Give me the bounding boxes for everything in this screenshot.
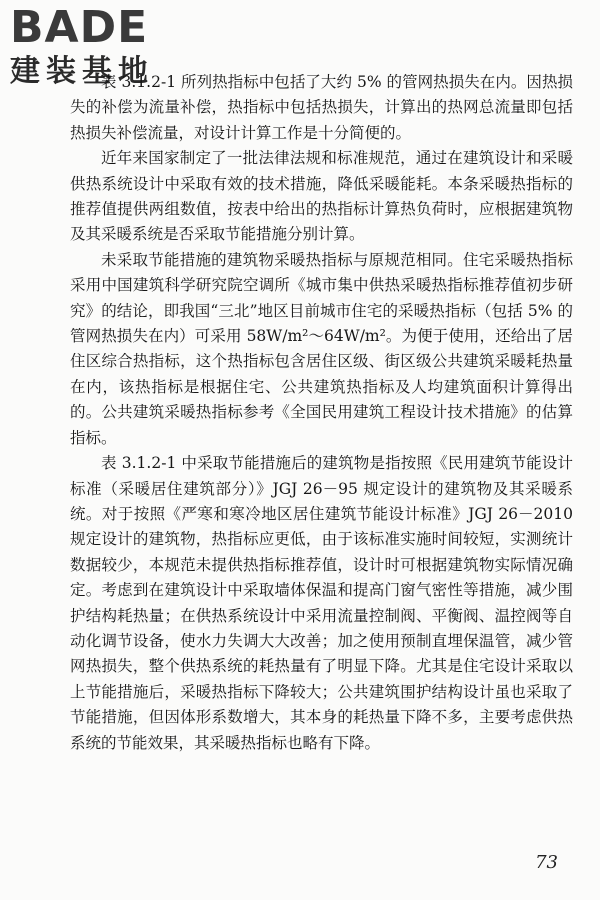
logo-wordmark: BADE bbox=[10, 2, 149, 53]
page-number: 73 bbox=[535, 852, 558, 873]
paragraph-2: 近年来国家制定了一批法律法规和标准规范，通过在建筑设计和采暖供热系统设计中采取有效的技术措施，降低采暖能耗。本条采暖热指标的推荐值提供两组数值，按表中给出的热指标计算热负荷时，应根据建筑物及其采暖系统是否采取节能措施分别计算。 bbox=[70, 149, 573, 244]
paragraph-3: 未采取节能措施的建筑物采暖热指标与原规范相同。住宅采暖热指标采用中国建筑科学研究院空调所《城市集中供热采暖热指标推荐值初步研究》的结论，即我国“三北”地区目前城市住宅的采暖热指标（包括 5% 的管网热损失在内）可采用 58W/m²～64W/m²。为便于使用，还给出了居住区综合热指标，这个热指标包含居住区级、街区级公共建筑采暖耗热量在内，该热指标是根据住宅、公共建筑热指标及人均建筑面积计算得出的。公共建筑采暖热指标参考《全国民用建筑工程设计技术措施》的估算指标。 bbox=[70, 250, 573, 447]
body-text bbox=[70, 70, 573, 756]
logo-subtitle: 建装基地 bbox=[10, 54, 154, 89]
paragraph-1: 表 3.1.2-1 所列热指标中包括了大约 5% 的管网热损失在内。因热损失的补偿为流量补偿，热指标中包括热损失，计算出的热网总流量即包括热损失补偿流量，对设计计算工作是十分简便的。 bbox=[70, 73, 573, 142]
paragraph-4: 表 3.1.2-1 中采取节能措施后的建筑物是指按照《民用建筑节能设计标准（采暖居住建筑部分）》JGJ 26－95 规定设计的建筑物及其采暖系统。对于按照《严寒和寒冷地区居住建筑节能设计标准》JGJ 26－2010 规定设计的建筑物，热指标应更低，由于该标准实施时间较短，实测统计数据较少，本规范未提供热指标推荐值，设计时可根据建筑物实际情况确定。考虑到在建筑设计中采取墙体保温和提高门窗气密性等措施，减少围护结构耗热量；在供热系统设计中采用流量控制阀、平衡阀、温控阀等自动化调节设备，使水力失调大大改善；加之使用预制直埋保温管，减少管网热损失，整个供热系统的耗热量有了明显下降。尤其是住宅设计采取以上节能措施后，采暖热指标下降较大；公共建筑围护结构设计虽也采取了节能措施，但因体形系数增大，其本身的耗热量下降不多，主要考虑供热系统的节能效果，其采暖热指标也略有下降。 bbox=[70, 454, 573, 752]
